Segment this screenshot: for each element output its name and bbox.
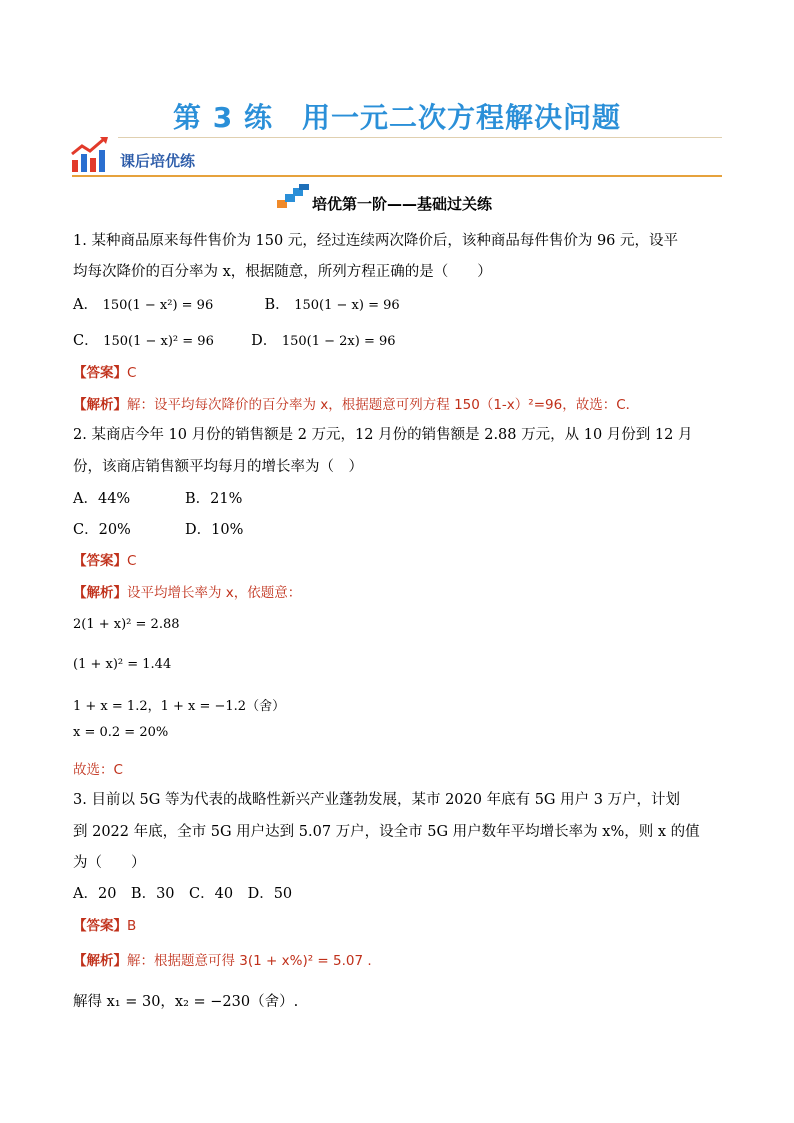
analysis-text: 解：设平均每次降价的百分率为 x，根据题意可列方程 150（1-x）²=96，故选：C． bbox=[127, 397, 640, 413]
analysis-label: 【解析】 bbox=[73, 397, 127, 413]
q1-option-b-label: B． bbox=[264, 297, 290, 313]
q1-option-c: 150(1 − x)² = 96 bbox=[103, 334, 214, 349]
q1-option-a-label: A． bbox=[73, 297, 98, 313]
analysis-text: 解：根据题意可得 3(1 + x%)² = 5.07 . bbox=[127, 953, 372, 969]
q1-option-a: 150(1 − x²) = 96 bbox=[102, 298, 214, 313]
title-divider bbox=[118, 137, 722, 138]
q2-analysis bbox=[73, 581, 301, 601]
q2-answer bbox=[73, 549, 136, 569]
q2-option-d: D．10% bbox=[185, 522, 244, 538]
answer-value: C bbox=[127, 553, 137, 569]
q2-option-c: C．20% bbox=[73, 522, 131, 538]
q2-step-1: 2(1 + x)² = 2.88 bbox=[73, 617, 180, 632]
q3-text-line2: 到 2022 年底，全市 5G 用户达到 5.07 万户，设全市 5G 用户数年平均增长率为 x%，则 x 的值 bbox=[73, 824, 700, 840]
answer-label: 【答案】 bbox=[73, 918, 127, 934]
q2-option-a: A．44% bbox=[73, 491, 131, 507]
page-title: 第 3 练 用一元二次方程解决问题 bbox=[173, 101, 621, 134]
growth-chart-icon bbox=[70, 134, 114, 174]
q1-options-cd bbox=[73, 329, 396, 350]
q2-option-b: B．21% bbox=[185, 491, 243, 507]
q2-options-ab bbox=[73, 487, 242, 508]
q1-text-line1: 1. 某种商品原来每件售价为 150 元，经过连续两次降价后，该种商品每件售价为 96 元，设平 bbox=[73, 233, 679, 249]
analysis-label: 【解析】 bbox=[73, 953, 127, 969]
q1-option-d-label: D． bbox=[251, 333, 278, 349]
answer-label: 【答案】 bbox=[73, 365, 127, 381]
q1-options-ab bbox=[73, 293, 400, 314]
q1-answer bbox=[73, 361, 136, 381]
q2-text-line1: 2. 某商店今年 10 月份的销售额是 2 万元，12 月份的销售额是 2.88 万元，从 10 月份到 12 月 bbox=[73, 427, 693, 443]
section-divider bbox=[72, 175, 722, 177]
q2-step-2: (1 + x)² = 1.44 bbox=[73, 657, 172, 672]
answer-value: C bbox=[127, 365, 137, 381]
stairs-icon bbox=[277, 184, 309, 208]
q3-solution: 解得 x₁ = 30，x₂ = −230（舍）. bbox=[73, 994, 299, 1010]
q3-text-line3: 为（ ） bbox=[73, 855, 146, 871]
q3-text-line1: 3. 目前以 5G 等为代表的战略性新兴产业蓬勃发展，某市 2020 年底有 5G 用户 3 万户，计划 bbox=[73, 792, 681, 808]
q2-text-line2: 份，该商店销售额平均每月的增长率为（ ） bbox=[73, 459, 363, 475]
q3-answer bbox=[73, 914, 136, 934]
q2-conclusion: 故选：C bbox=[73, 762, 123, 778]
q1-option-d: 150(1 − 2x) = 96 bbox=[281, 334, 396, 349]
q3-options: A．20 B．30 C．40 D．50 bbox=[73, 886, 293, 902]
section-heading: 课后培优练 bbox=[120, 152, 196, 170]
answer-value: B bbox=[127, 918, 137, 934]
analysis-label: 【解析】 bbox=[73, 585, 127, 601]
q1-option-c-label: C． bbox=[73, 333, 99, 349]
q2-options-cd bbox=[73, 518, 243, 539]
q1-text-line2: 均每次降价的百分率为 x，根据随意，所列方程正确的是（ ） bbox=[73, 264, 492, 280]
q2-step-3: 1 + x = 1.2，1 + x = −1.2（舍） bbox=[73, 699, 286, 714]
subsection-heading: 培优第一阶——基础过关练 bbox=[312, 195, 493, 213]
q1-analysis bbox=[73, 393, 639, 413]
answer-label: 【答案】 bbox=[73, 553, 127, 569]
q2-step-4: x = 0.2 = 20% bbox=[73, 725, 169, 740]
q3-analysis bbox=[73, 949, 372, 969]
analysis-text: 设平均增长率为 x，依题意： bbox=[127, 585, 302, 601]
q1-option-b: 150(1 − x) = 96 bbox=[294, 298, 400, 313]
